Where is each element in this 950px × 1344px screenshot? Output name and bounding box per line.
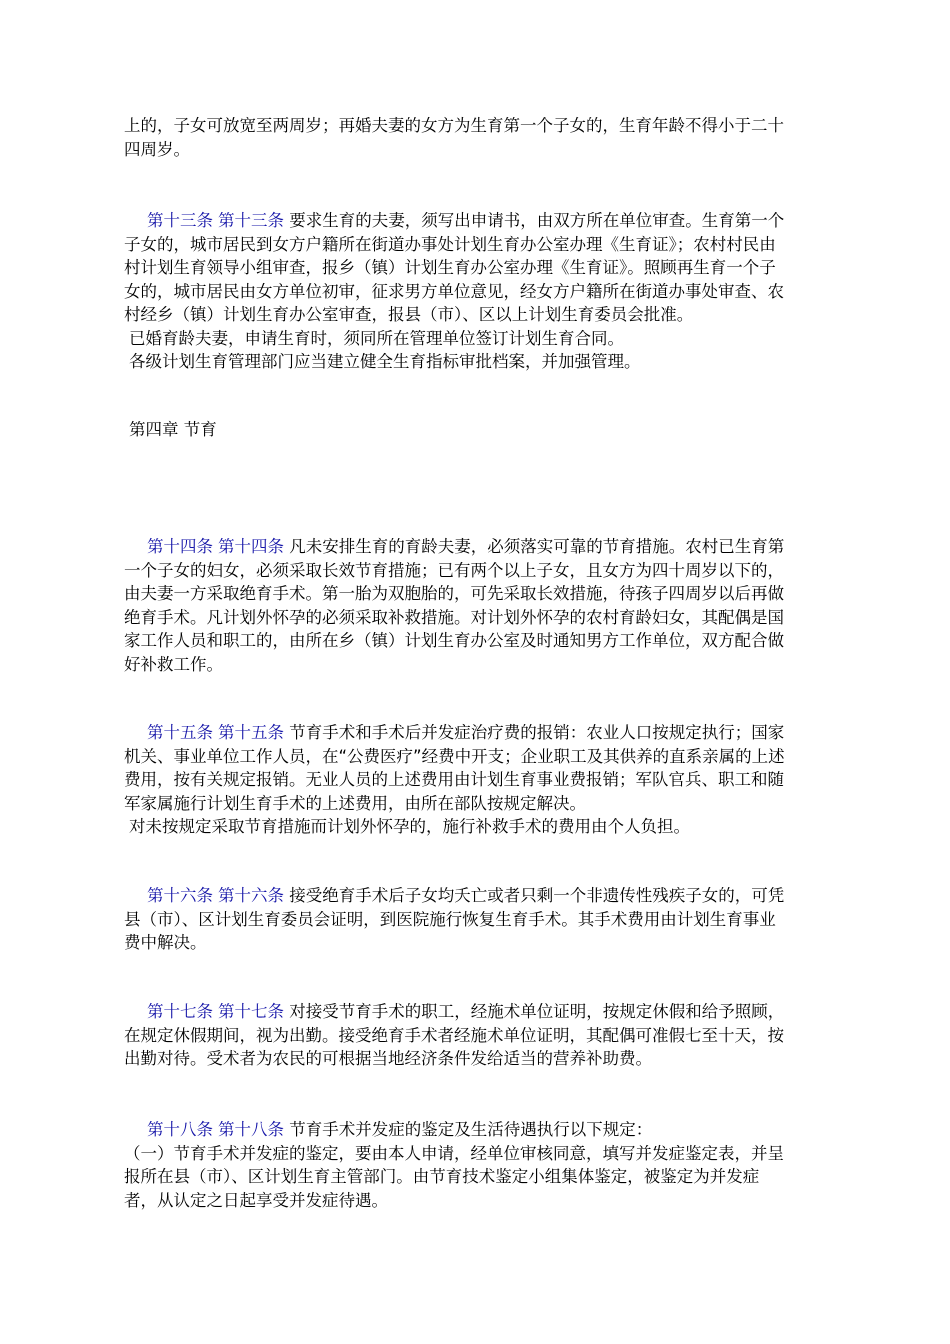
- text-line: 军家属施行计划生育手术的上述费用，由所在部队按规定解决。: [124, 793, 586, 813]
- chapter-title: 第四章 节育: [129, 420, 217, 439]
- article-12-continuation: [124, 114, 836, 161]
- text-line: 家工作人员和职工的，由所在乡（镇）计划生育办公室及时通知男方工作单位，双方配合做: [124, 631, 784, 650]
- article-13-link[interactable]: 第十三条: [147, 211, 213, 230]
- article-14-first-line: [124, 535, 836, 559]
- article-18: [124, 1118, 836, 1212]
- text-line: 女的，城市居民由女方单位初审，征求男方单位意见，经女方户籍所在街道办事处审查、农: [124, 281, 784, 301]
- text-line: 费用，按有关规定报销。无业人员的上述费用由计划生育事业费报销；军队官兵、职工和随: [124, 770, 784, 789]
- text-line: 由夫妻一方采取绝育手术。第一胎为双胞胎的，可先采取长效措施，待孩子四周岁以后再做: [124, 584, 784, 603]
- text-line: 出勤对待。受术者为农民的可根据当地经济条件发给适当的营养补助费。: [124, 1049, 652, 1068]
- article-16: [124, 884, 836, 955]
- text-line: 机关、事业单位工作人员，在“公费医疗”经费中开支；企业职工及其供养的直系亲属的上述: [124, 746, 785, 766]
- text-line: 费中解决。: [124, 933, 207, 952]
- text-line: 上的，子女可放宽至两周岁；再婚夫妻的女方为生育第一个子女的，生育年龄不得小于二十: [124, 116, 784, 135]
- text-line: 村经乡（镇）计划生育办公室审查，报县（市）、区以上计划生育委员会批准。: [124, 305, 694, 324]
- article-15-label: 第十五条: [218, 723, 284, 742]
- article-18-first-line: [124, 1118, 836, 1142]
- article-17-link[interactable]: 第十七条: [147, 1002, 213, 1021]
- article-13-first-line: [124, 209, 836, 233]
- article-15-first-line: [124, 721, 836, 745]
- text-line: 报所在县（市）、区计划生育主管部门。由节育技术鉴定小组集体鉴定，被鉴定为并发症: [124, 1167, 760, 1186]
- text-segment: 要求生育的夫妻，须写出申请书，由双方所在单位审查。生育第一个: [284, 211, 785, 230]
- article-14-label: 第十四条: [218, 537, 284, 556]
- text-line: （一）节育手术并发症的鉴定，要由本人申请，经单位审核同意，填写并发症鉴定表，并呈: [124, 1143, 784, 1163]
- text-line: 四周岁。: [124, 139, 190, 159]
- article-17-label: 第十七条: [218, 1002, 284, 1021]
- text-segment: 凡未安排生育的育龄夫妻，必须落实可靠的节育措施。农村已生育第: [284, 537, 785, 556]
- text-segment: 对接受节育手术的职工，经施术单位证明，按规定休假和给予照顾，: [284, 1002, 785, 1021]
- article-14-link[interactable]: 第十四条: [147, 537, 213, 556]
- text-line: 者，从认定之日起享受并发症待遇。: [124, 1190, 388, 1210]
- article-17-first-line: [124, 1000, 836, 1024]
- text-line: 绝育手术。凡计划外怀孕的必须采取补救措施。对计划外怀孕的农村育龄妇女，其配偶是国: [124, 607, 784, 627]
- text-line: 子女的，城市居民到女方户籍所在街道办事处计划生育办公室办理《生育证》；农村村民由: [124, 234, 776, 254]
- article-13: [124, 209, 836, 374]
- text-line: 一个子女的妇女，必须采取长效节育措施；已有两个以上子女，且女方为四十周岁以下的，: [124, 560, 784, 580]
- article-14: [124, 535, 836, 676]
- article-15-link[interactable]: 第十五条: [147, 723, 213, 742]
- text-line: 县（市）、区计划生育委员会证明，到医院施行恢复生育手术。其手术费用由计划生育事业: [124, 909, 776, 929]
- article-17: [124, 1000, 836, 1071]
- article-16-first-line: [124, 884, 836, 908]
- article-18-label: 第十八条: [218, 1120, 284, 1139]
- text-segment: 节育手术和手术后并发症治疗费的报销：农业人口按规定执行；国家: [284, 723, 785, 742]
- text-line: 已婚育龄夫妻，申请生育时，须同所在管理单位签订计划生育合同。: [129, 328, 624, 348]
- text-line: 各级计划生育管理部门应当建立健全生育指标审批档案，并加强管理。: [129, 352, 641, 371]
- text-segment: 节育手术并发症的鉴定及生活待遇执行以下规定：: [284, 1120, 653, 1139]
- article-16-link[interactable]: 第十六条: [147, 886, 213, 905]
- text-segment: 接受绝育手术后子女均夭亡或者只剩一个非遗传性残疾子女的，可凭: [284, 886, 785, 905]
- article-16-label: 第十六条: [218, 886, 284, 905]
- text-line: 村计划生育领导小组审查，报乡（镇）计划生育办公室办理《生育证》。照顾再生育一个子: [124, 258, 776, 277]
- article-15: [124, 721, 836, 839]
- article-18-link[interactable]: 第十八条: [147, 1120, 213, 1139]
- chapter-4-heading: [124, 418, 836, 442]
- text-line: 在规定休假期间，视为出勤。接受绝育手术者经施术单位证明，其配偶可准假七至十天，按: [124, 1025, 784, 1045]
- text-line: 好补救工作。: [124, 654, 223, 674]
- text-line: 对未按规定采取节育措施而计划外怀孕的，施行补救手术的费用由个人负担。: [129, 817, 690, 836]
- article-13-label: 第十三条: [218, 211, 284, 230]
